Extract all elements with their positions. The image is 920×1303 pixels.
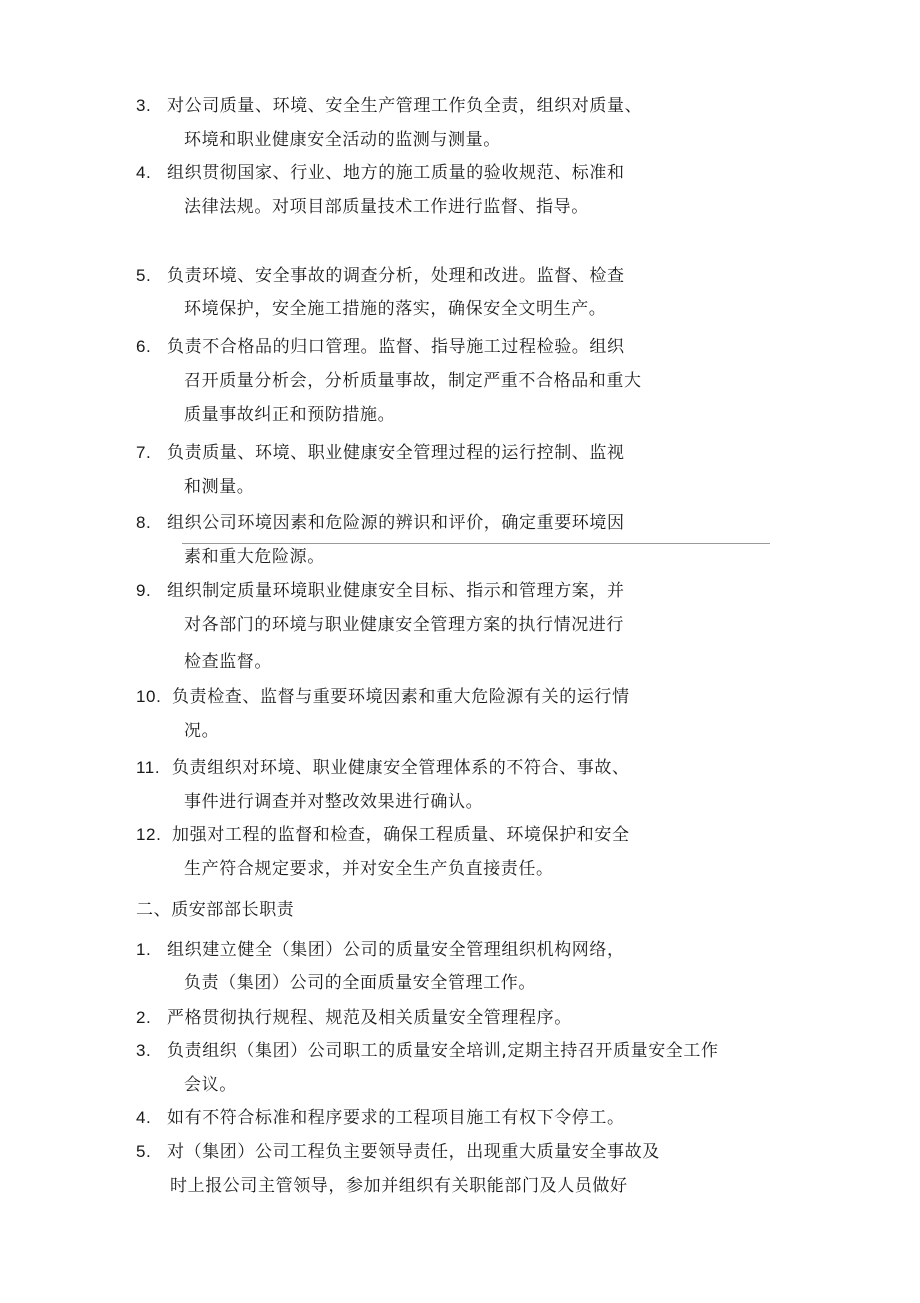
item-text: 会议。 xyxy=(184,1075,237,1095)
item-number: 8. xyxy=(136,513,152,532)
item-number: 4. xyxy=(136,1108,152,1127)
item-text: 环境保护，安全施工措施的落实，确保安全文明生产。 xyxy=(184,299,607,319)
item-text: 环境和职业健康安全活动的监测与测量。 xyxy=(184,130,501,150)
item-text: 负责环境、安全事故的调查分析，处理和改进。监督、检查 xyxy=(167,266,625,286)
item-text: 负责组织对环境、职业健康安全管理体系的不符合、事故、 xyxy=(172,758,630,778)
item-text: 况。 xyxy=(184,721,220,741)
item-text: 对（集团）公司工程负主要领导责任，出现重大质量安全事故及 xyxy=(167,1142,660,1162)
list-item xyxy=(136,265,625,287)
item-number: 12. xyxy=(136,825,162,844)
item-number: 9. xyxy=(136,581,152,600)
item-text: 和测量。 xyxy=(184,477,255,497)
item-text: 负责组织（集团）公司职工的质量安全培训,定期主持召开质量安全工作 xyxy=(167,1041,719,1061)
item-text: 召开质量分析会，分析质量事故，制定严重不合格品和重大 xyxy=(184,371,642,391)
list-item xyxy=(136,1040,719,1062)
list-item xyxy=(136,162,625,184)
item-text: 严格贯彻执行规程、规范及相关质量安全管理程序。 xyxy=(167,1008,572,1028)
item-text: 素和重大危险源。 xyxy=(184,547,325,567)
list-item xyxy=(136,442,625,464)
item-text: 负责质量、环境、职业健康安全管理过程的运行控制、监视 xyxy=(167,443,625,463)
item-number: 6. xyxy=(136,337,152,356)
item-number: 5. xyxy=(136,1142,152,1161)
item-text: 组织贯彻国家、行业、地方的施工质量的验收规范、标准和 xyxy=(167,163,625,183)
section-heading: 二、质安部部长职责 xyxy=(136,900,295,920)
item-text: 对各部门的环境与职业健康安全管理方案的执行情况进行 xyxy=(184,615,624,635)
item-text: 组织公司环境因素和危险源的辨识和评价，确定重要环境因 xyxy=(167,513,625,533)
list-item xyxy=(136,1141,660,1163)
item-number: 7. xyxy=(136,443,152,462)
item-text: 组织制定质量环境职业健康安全目标、指示和管理方案，并 xyxy=(167,581,625,601)
item-number: 1. xyxy=(136,940,152,959)
item-text: 事件进行调查并对整改效果进行确认。 xyxy=(184,792,484,812)
list-item xyxy=(136,336,625,358)
item-number: 3. xyxy=(136,96,152,115)
item-text: 质量事故纠正和预防措施。 xyxy=(184,405,396,425)
item-text: 组织建立健全（集团）公司的质量安全管理组织机构网络， xyxy=(167,940,625,960)
item-text: 时上报公司主管领导，参加并组织有关职能部门及人员做好 xyxy=(170,1176,628,1196)
list-item xyxy=(136,757,630,779)
item-number: 2. xyxy=(136,1008,152,1027)
item-text: 检查监督。 xyxy=(184,652,272,672)
item-text: 加强对工程的监督和检查，确保工程质量、环境保护和安全 xyxy=(172,825,630,845)
item-number: 11. xyxy=(136,758,161,777)
list-item xyxy=(136,1107,625,1129)
list-item xyxy=(136,686,630,708)
list-item xyxy=(136,95,642,117)
list-item xyxy=(136,580,625,602)
item-text: 生产符合规定要求，并对安全生产负直接责任。 xyxy=(184,859,554,879)
list-item xyxy=(136,939,625,961)
list-item xyxy=(136,512,625,534)
item-text: 如有不符合标准和程序要求的工程项目施工有权下令停工。 xyxy=(167,1108,625,1128)
item-text: 对公司质量、环境、安全生产管理工作负全责，组织对质量、 xyxy=(167,96,643,116)
list-item xyxy=(136,824,630,846)
item-number: 4. xyxy=(136,163,152,182)
divider-line xyxy=(182,543,770,544)
item-text: 负责不合格品的归口管理。监督、指导施工过程检验。组织 xyxy=(167,337,625,357)
item-text: 负责检查、监督与重要环境因素和重大危险源有关的运行情 xyxy=(172,687,630,707)
item-number: 5. xyxy=(136,266,152,285)
item-number: 3. xyxy=(136,1041,152,1060)
item-text: 负责（集团）公司的全面质量安全管理工作。 xyxy=(184,973,536,993)
item-number: 10. xyxy=(136,687,162,706)
list-item xyxy=(136,1007,572,1029)
item-text: 法律法规。对项目部质量技术工作进行监督、指导。 xyxy=(184,197,589,217)
